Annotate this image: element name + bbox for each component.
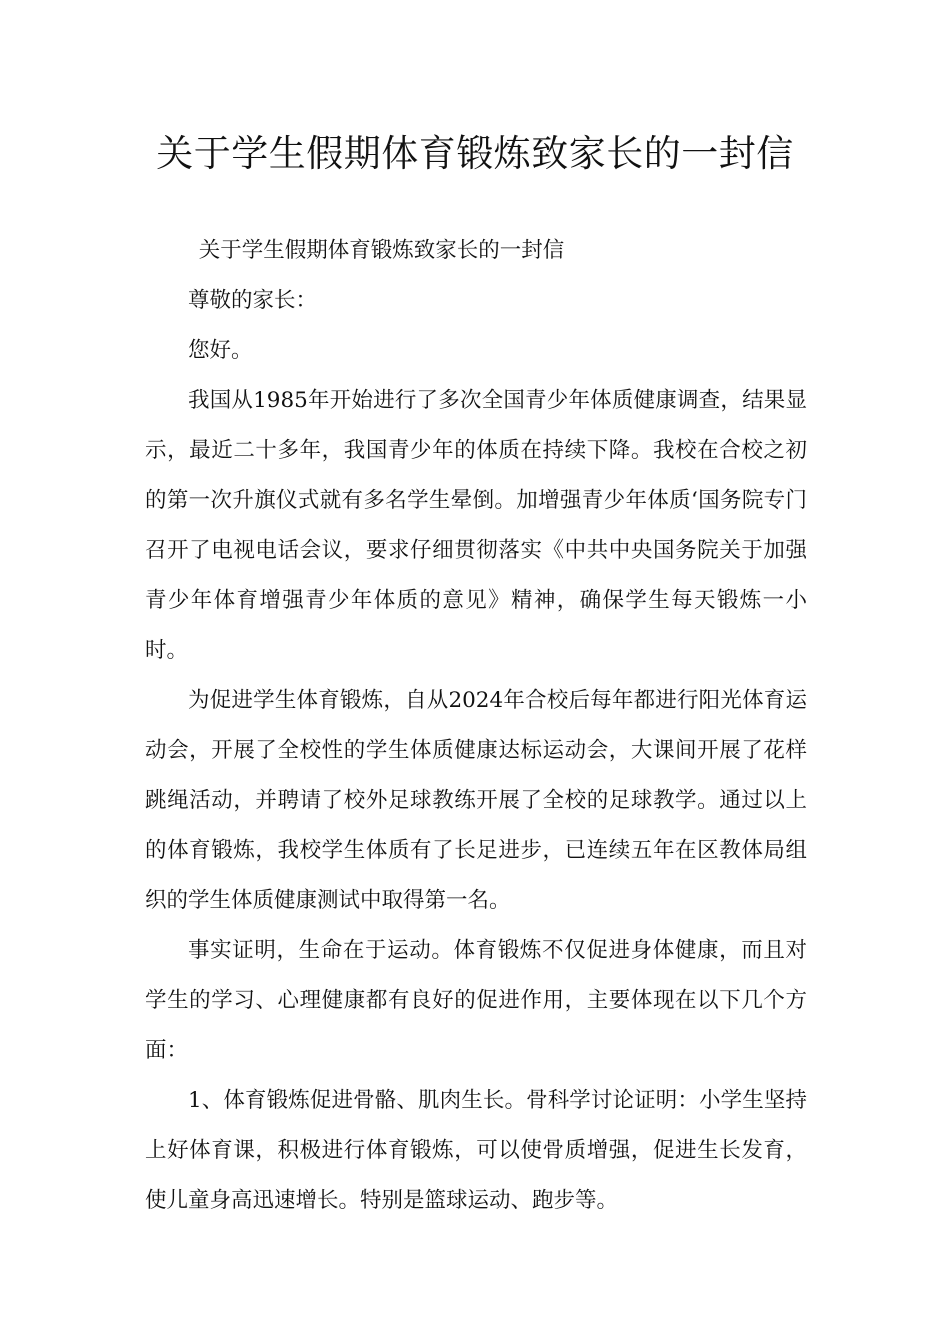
document-title: 关于学生假期体育锻炼致家长的一封信: [156, 132, 794, 175]
salutation: 尊敬的家长：: [188, 288, 318, 313]
paragraph-1: 我国从1985年开始进行了多次全国青少年体质健康调查，结果显示，最近二十多年，我国青少年的体质在持续下降。我校在合校之初的第一次升旗仪式就有多名学生晕倒。加增强青少年体质‘国务院专门召开了电视电话会议，要求仔细贯彻落实《中共中央国务院关于加强青少年体育增强青少年体质的意见》精神，确保学生每天锻炼一小时。: [145, 388, 807, 663]
paragraph-3: 事实证明，生命在于运动。体育锻炼不仅促进身体健康，而且对学生的学习、心理健康都有良好的促进作用，主要体现在以下几个方面：: [145, 938, 807, 1063]
document-subtitle: 关于学生假期体育锻炼致家长的一封信: [198, 238, 565, 263]
greeting: 您好。: [188, 338, 253, 363]
document-body: [145, 226, 807, 1226]
paragraph-4: 1、体育锻炼促进骨骼、肌肉生长。骨科学讨论证明：小学生坚持上好体育课，积极进行体育锻炼，可以使骨质增强，促进生长发育，使儿童身高迅速增长。特别是篮球运动、跑步等。: [145, 1088, 807, 1213]
paragraph-2: 为促进学生体育锻炼，自从2024年合校后每年都进行阳光体育运动会，开展了全校性的学生体质健康达标运动会，大课间开展了花样跳绳活动，并聘请了校外足球教练开展了全校的足球教学。通过以上的体育锻炼，我校学生体质有了长足进步，已连续五年在区教体局组织的学生体质健康测试中取得第一名。: [145, 688, 807, 913]
